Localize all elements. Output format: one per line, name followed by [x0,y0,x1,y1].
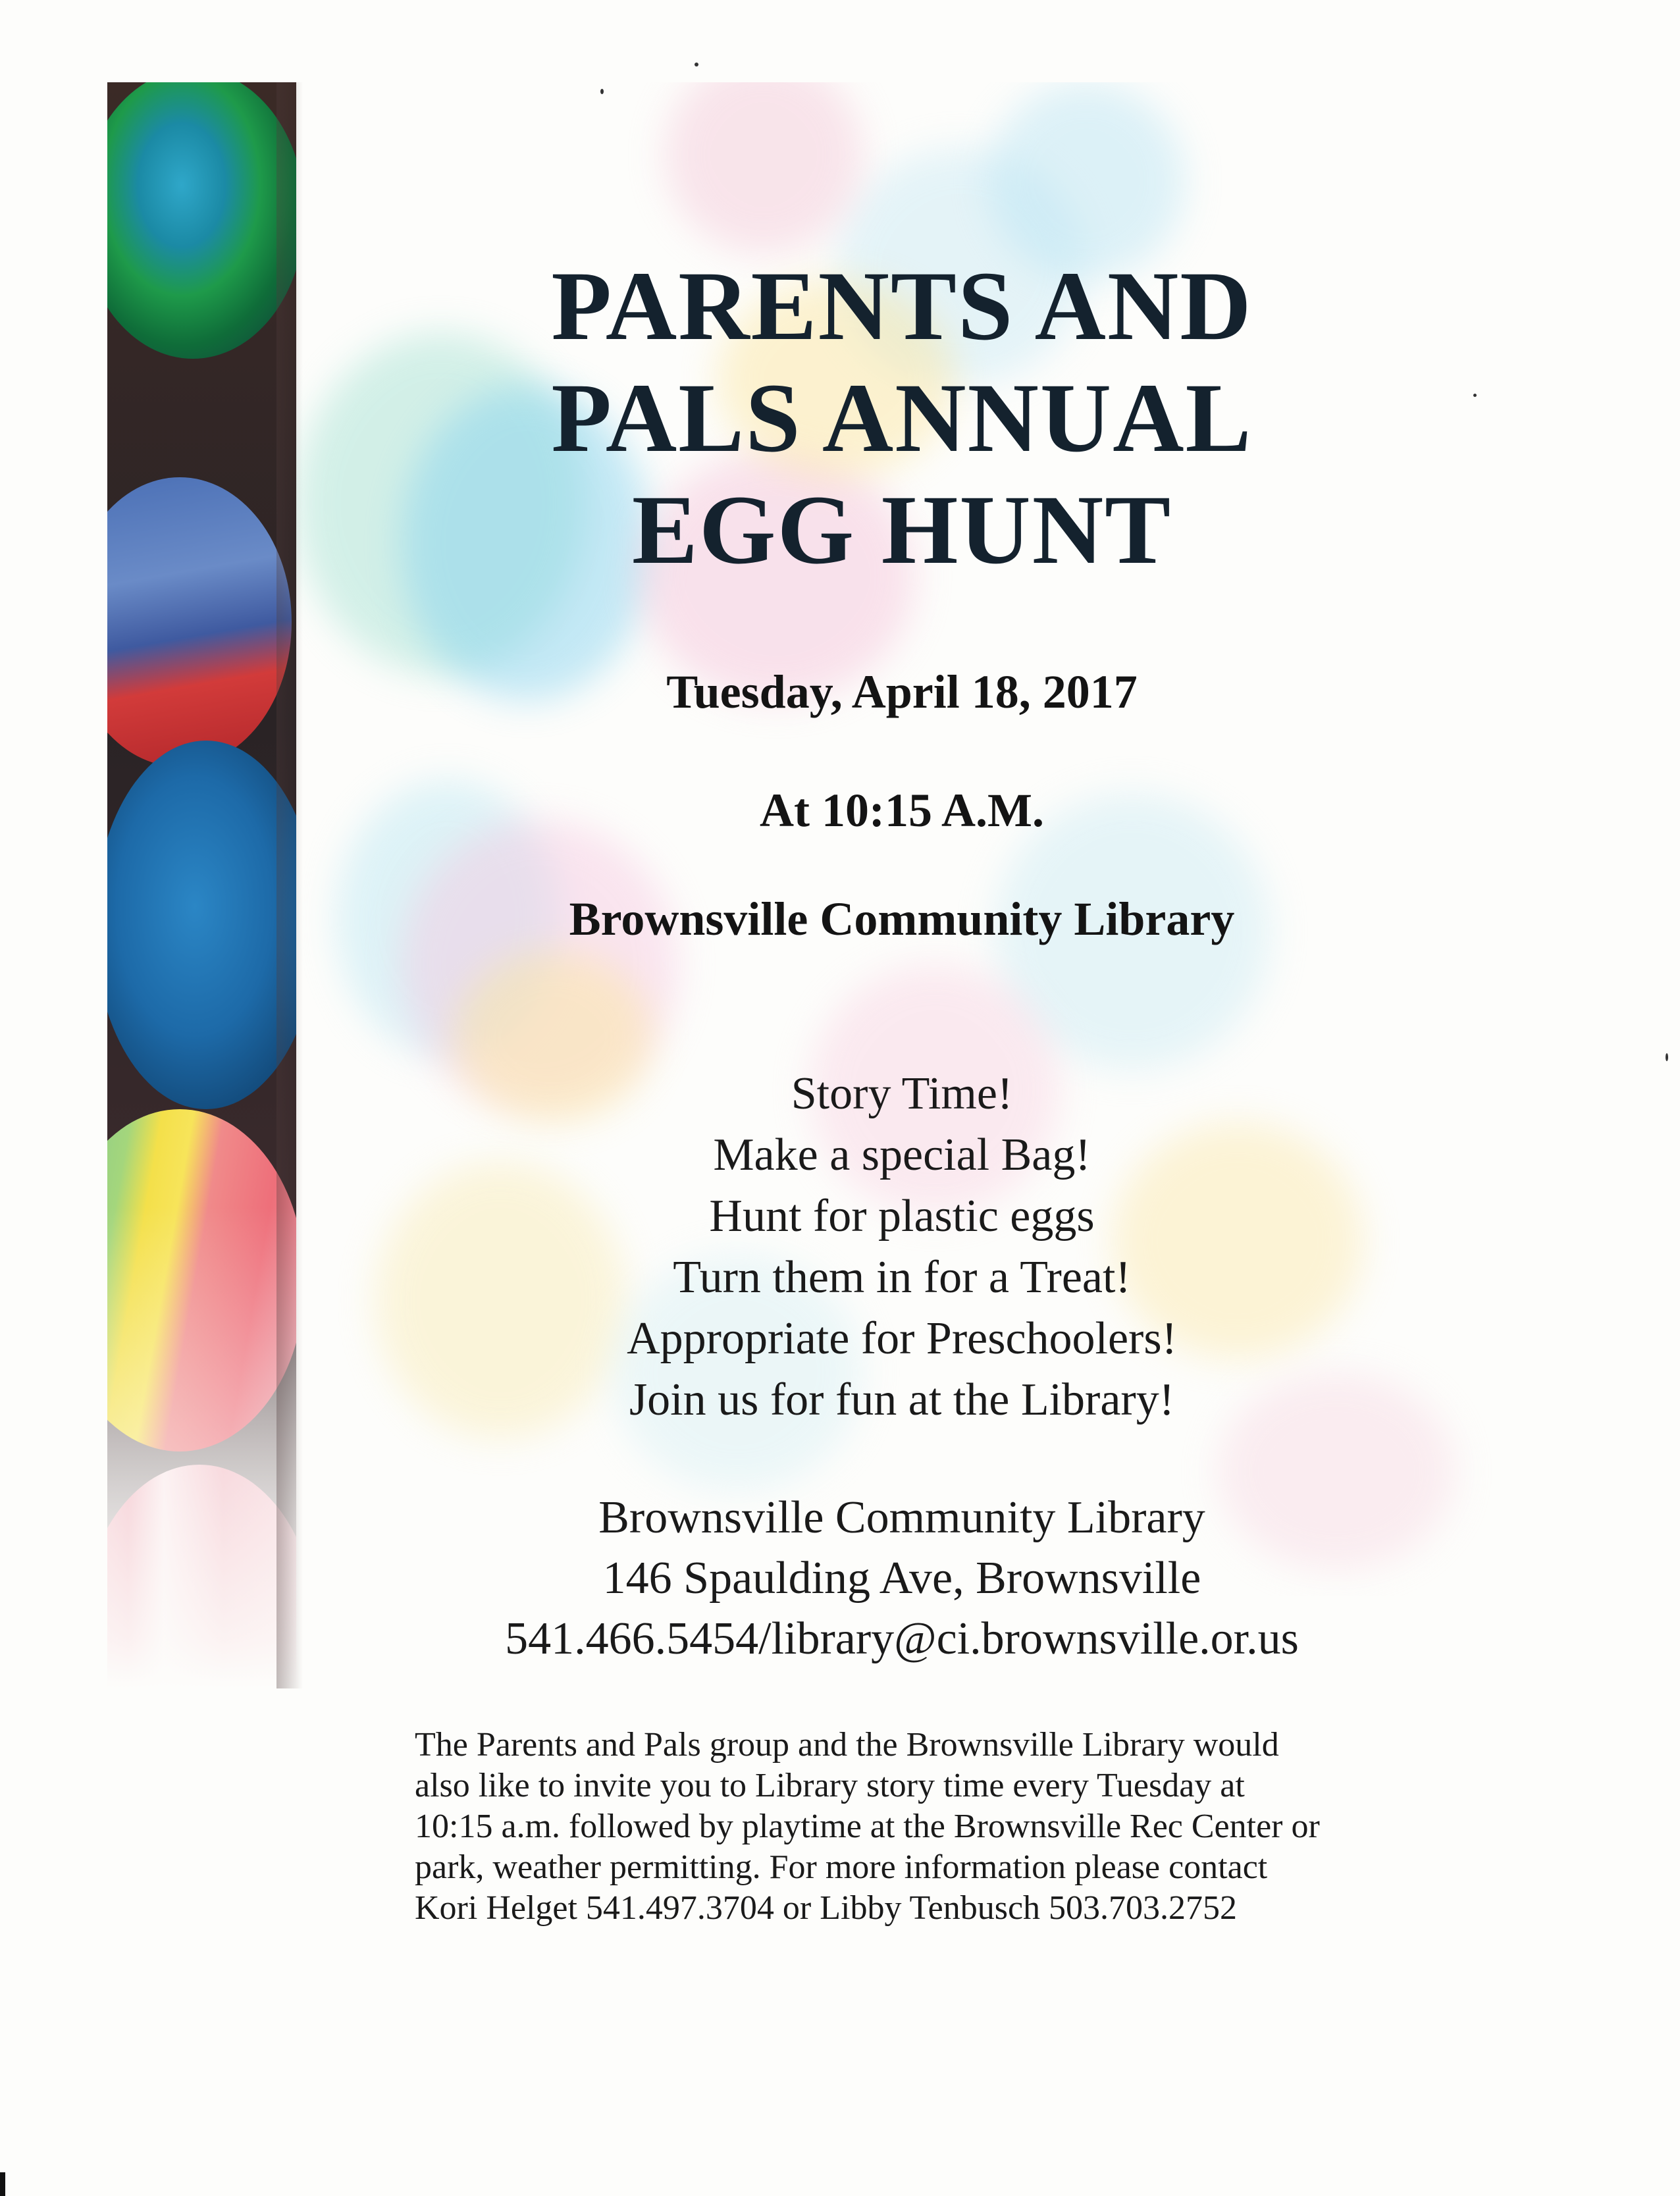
invitation-line: park, weather permitting. For more information please contact [415,1848,1268,1886]
scan-edge-mark [0,2172,5,2196]
egg-photo-strip [107,82,296,1688]
library-address [329,1488,1475,1669]
title-line: EGG HUNT [631,475,1172,585]
library-street: 146 Spaulding Ave, Brownsville [602,1553,1201,1604]
event-date: Tuesday, April 18, 2017 [666,666,1138,718]
blue-green-egg-image [107,82,296,359]
scan-speck [1666,1053,1668,1061]
activity-list [329,1063,1475,1430]
scan-speck [695,63,698,66]
title-line: PARENTS AND [551,251,1253,361]
invitation-line: Kori Helget 541.497.3704 or Libby Tenbusch 503.703.2752 [415,1889,1238,1927]
blue-egg-image [107,741,296,1109]
activity-item: Hunt for plastic eggs [709,1191,1095,1242]
activity-item: Make a special Bag! [713,1130,1091,1180]
invitation-line: also like to invite you to Library story time every Tuesday at [415,1767,1245,1804]
library-name: Brownsville Community Library [598,1492,1205,1543]
story-time-invitation [415,1725,1402,1929]
title-line: PALS ANNUAL [551,363,1253,473]
event-time: At 10:15 A.M. [760,784,1044,837]
event-title [329,250,1475,586]
invitation-line: The Parents and Pals group and the Brownsville Library would [415,1726,1279,1764]
striped-egg-image [107,1109,296,1451]
activity-item: Appropriate for Preschoolers! [627,1313,1177,1364]
activity-item: Turn them in for a Treat! [673,1252,1131,1303]
activity-item: Join us for fun at the Library! [629,1374,1175,1425]
activity-item: Story Time! [791,1068,1013,1119]
invitation-line: 10:15 a.m. followed by playtime at the Brownsville Rec Center or [415,1808,1320,1845]
event-venue: Brownsville Community Library [569,893,1235,945]
bokeh-blob [665,82,862,253]
library-contact: 541.466.5454/library@ci.brownsville.or.us [505,1613,1299,1664]
blue-red-egg-image [107,477,292,767]
pink-egg-image [107,1465,296,1688]
